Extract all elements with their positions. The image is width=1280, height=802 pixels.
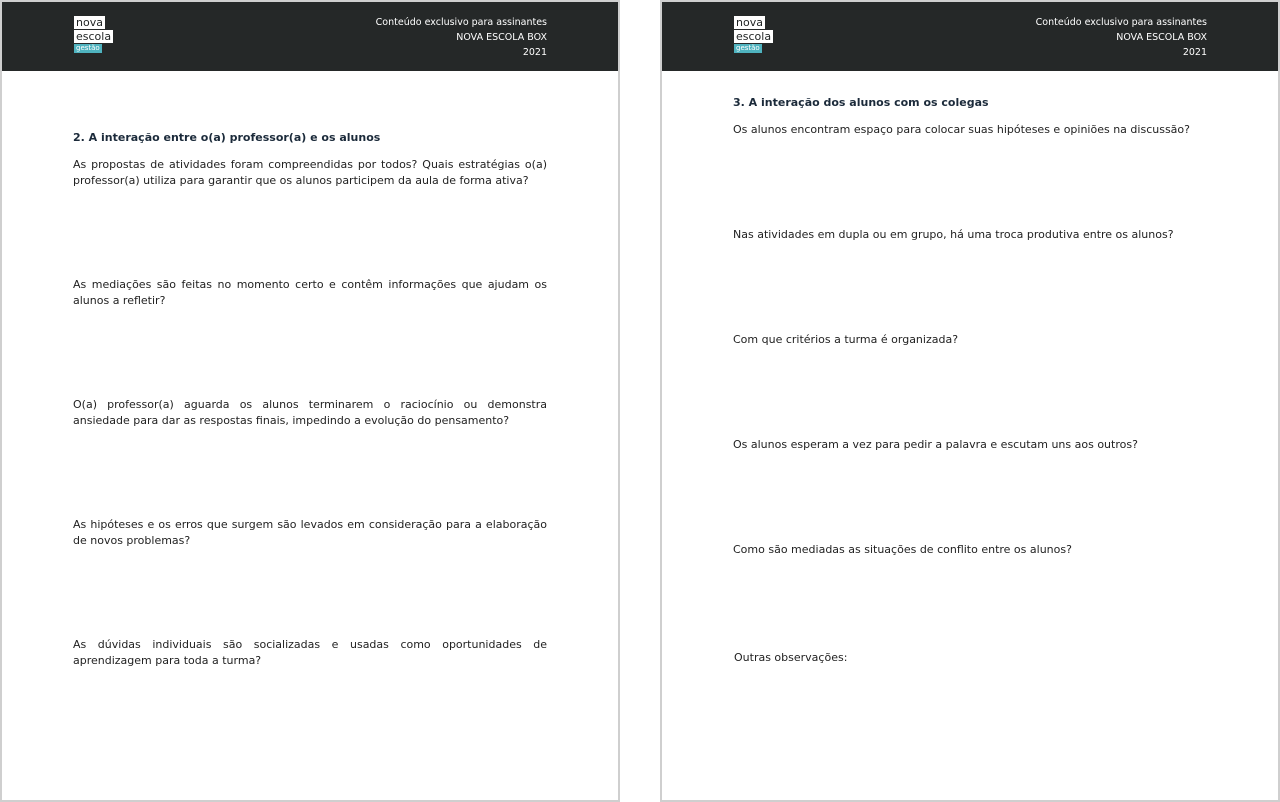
logo-word-escola: escola [76, 30, 112, 43]
header-year: 2021 [1182, 47, 1207, 58]
header-year: 2021 [522, 47, 547, 58]
header-brand: NOVA ESCOLA BOX [1116, 32, 1207, 43]
page-right [660, 0, 1280, 802]
header-subscribers-note: Conteúdo exclusivo para assinantes [1035, 17, 1207, 28]
other-notes-label: Outras observações: [734, 651, 848, 664]
section-title: 2. A interação entre o(a) professor(a) e os alunos [73, 131, 381, 144]
page-left [0, 0, 620, 802]
question-item: As propostas de atividades foram compreendidas por todos? Quais estratégias o(a) professor(a) utiliza para garantir que os alunos participem da aula de forma ativa? [73, 158, 547, 187]
question-item: Com que critérios a turma é organizada? [733, 333, 959, 346]
question-item: As hipóteses e os erros que surgem são levados em consideração para a elaboração de novos problemas? [73, 518, 547, 547]
logo-word-nova: nova [736, 16, 763, 29]
header-meta [376, 15, 547, 60]
logo-tag-gestao: gestão [736, 44, 760, 52]
page-header [2, 2, 618, 71]
header-meta [1036, 15, 1207, 60]
question-item: As dúvidas individuais são socializadas e usadas como oportunidades de aprendizagem para toda a turma? [73, 638, 547, 667]
header-subscribers-note: Conteúdo exclusivo para assinantes [375, 17, 547, 28]
question-item: Nas atividades em dupla ou em grupo, há uma troca produtiva entre os alunos? [733, 228, 1174, 241]
question-item: Os alunos esperam a vez para pedir a palavra e escutam uns aos outros? [733, 438, 1138, 451]
header-brand: NOVA ESCOLA BOX [456, 32, 547, 43]
page-header [662, 2, 1278, 71]
question-item: As mediações são feitas no momento certo e contêm informações que ajudam os alunos a refletir? [73, 278, 547, 307]
nova-escola-logo [74, 16, 113, 53]
logo-word-escola: escola [736, 30, 772, 43]
question-item: Como são mediadas as situações de conflito entre os alunos? [733, 543, 1072, 556]
logo-tag-gestao: gestão [76, 44, 100, 52]
logo-word-nova: nova [76, 16, 103, 29]
nova-escola-logo [734, 16, 773, 53]
section-title: 3. A interação dos alunos com os colegas [733, 96, 989, 109]
question-item: O(a) professor(a) aguarda os alunos terminarem o raciocínio ou demonstra ansiedade para dar as respostas finais, impedindo a evolução do pensamento? [73, 398, 547, 427]
question-item: Os alunos encontram espaço para colocar suas hipóteses e opiniões na discussão? [733, 123, 1190, 136]
